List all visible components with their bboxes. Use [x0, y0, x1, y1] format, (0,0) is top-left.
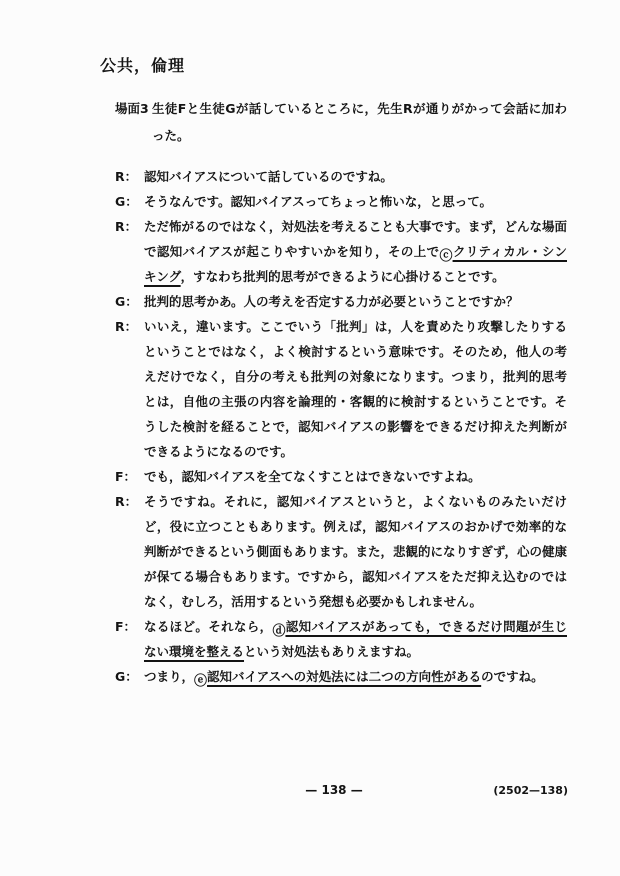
- utterance-text: [144, 314, 567, 464]
- dialogue-turn: [115, 464, 567, 489]
- utterance-text: [144, 489, 567, 614]
- dialogue-turn: [115, 189, 567, 214]
- text-segment: ただ怖がるのではなく，対処法を考えることも大事です。まず，どんな場面で認知バイアスが起こりやすいかを知り，その上で: [144, 219, 567, 259]
- utterance-text: [144, 614, 567, 664]
- dialogue-section: [115, 164, 567, 689]
- utterance-text: [144, 164, 567, 189]
- underlined-phrase: 認知バイアスがあっても，できるだけ問題が生じない環境を整える: [144, 619, 567, 659]
- utterance-text: [144, 464, 567, 489]
- dialogue-turn: [115, 489, 567, 614]
- dialogue-turn: [115, 614, 567, 664]
- text-segment: 批判的思考かあ。人の考えを否定する力が必要ということですか？: [144, 294, 519, 309]
- speaker-label: F：: [115, 469, 137, 484]
- text-segment: でも，認知バイアスを全てなくすことはできないですよね。: [144, 469, 481, 484]
- text-segment: いいえ，違います。ここでいう「批判」は，人を責めたり攻撃したりするということではなく，よく検討するという意味です。そのため，他人の考えだけでなく，自分の考えも批判の対象になります。つまり，批判的思考とは，自他の主張の内容を論理的・客観的に検討するということです。そうした検討を経ることで，認知バイアスの影響をできるだけ抑えた判断ができるようになるのです。: [144, 319, 567, 459]
- circled-letter-marker: ⓓ: [272, 624, 286, 639]
- speaker-label: R：: [115, 319, 138, 334]
- underlined-phrase: クリティカル・シンキング: [144, 244, 567, 284]
- dialogue-turn: [115, 314, 567, 464]
- text-segment: ，すなわち批判的思考ができるように心掛けることです。: [180, 269, 505, 284]
- utterance-text: [144, 289, 567, 314]
- speaker-label: R：: [115, 169, 138, 184]
- text-segment: なるほど。それなら，: [144, 619, 273, 634]
- speaker-label: R：: [115, 494, 138, 509]
- text-segment: のですね。: [481, 669, 544, 684]
- text-segment: そうですね。それに，認知バイアスというと，よくないものみたいだけど，役に立つこともあります。例えば，認知バイアスのおかげで効率的な判断ができるという側面もあります。また，悲観的になりすぎず，心の健康が保てる場合もあります。ですから，認知バイアスをただ抑え込むのではなく，むしろ，活用するという発想も必要かもしれません。: [144, 494, 568, 609]
- underlined-phrase: 認知バイアスへの対処法には二つの方向性がある: [207, 669, 482, 684]
- utterance-text: [144, 189, 567, 214]
- page-number: — 138 —: [305, 783, 363, 797]
- text-segment: そうなんです。認知バイアスってちょっと怖いな，と思って。: [144, 194, 493, 209]
- page-footer: [100, 783, 568, 803]
- scene-label: 場面3: [115, 101, 149, 116]
- utterance-text: [144, 214, 567, 289]
- speaker-label: R：: [115, 219, 138, 234]
- speaker-label: G：: [115, 194, 138, 209]
- scene-description: [115, 95, 567, 149]
- circled-letter-marker: ⓒ: [439, 249, 453, 264]
- circled-letter-marker: ⓔ: [194, 674, 208, 689]
- dialogue-turn: [115, 164, 567, 189]
- text-segment: という対処法もありえますね。: [244, 644, 420, 659]
- speaker-label: G：: [115, 669, 138, 684]
- subject-header: 公共，倫理: [100, 56, 186, 75]
- dialogue-turn: [115, 664, 567, 689]
- text-segment: つまり，: [144, 669, 195, 684]
- speaker-label: G：: [115, 294, 138, 309]
- form-code: (2502—138): [493, 784, 568, 797]
- dialogue-turn: [115, 289, 567, 314]
- scene-text: 生徒Fと生徒Gが話しているところに，先生Rが通りがかって会話に加わった。: [152, 101, 567, 143]
- speaker-label: F：: [115, 619, 137, 634]
- dialogue-turn: [115, 214, 567, 289]
- utterance-text: [144, 664, 567, 689]
- text-segment: 認知バイアスについて話しているのですね。: [144, 169, 393, 184]
